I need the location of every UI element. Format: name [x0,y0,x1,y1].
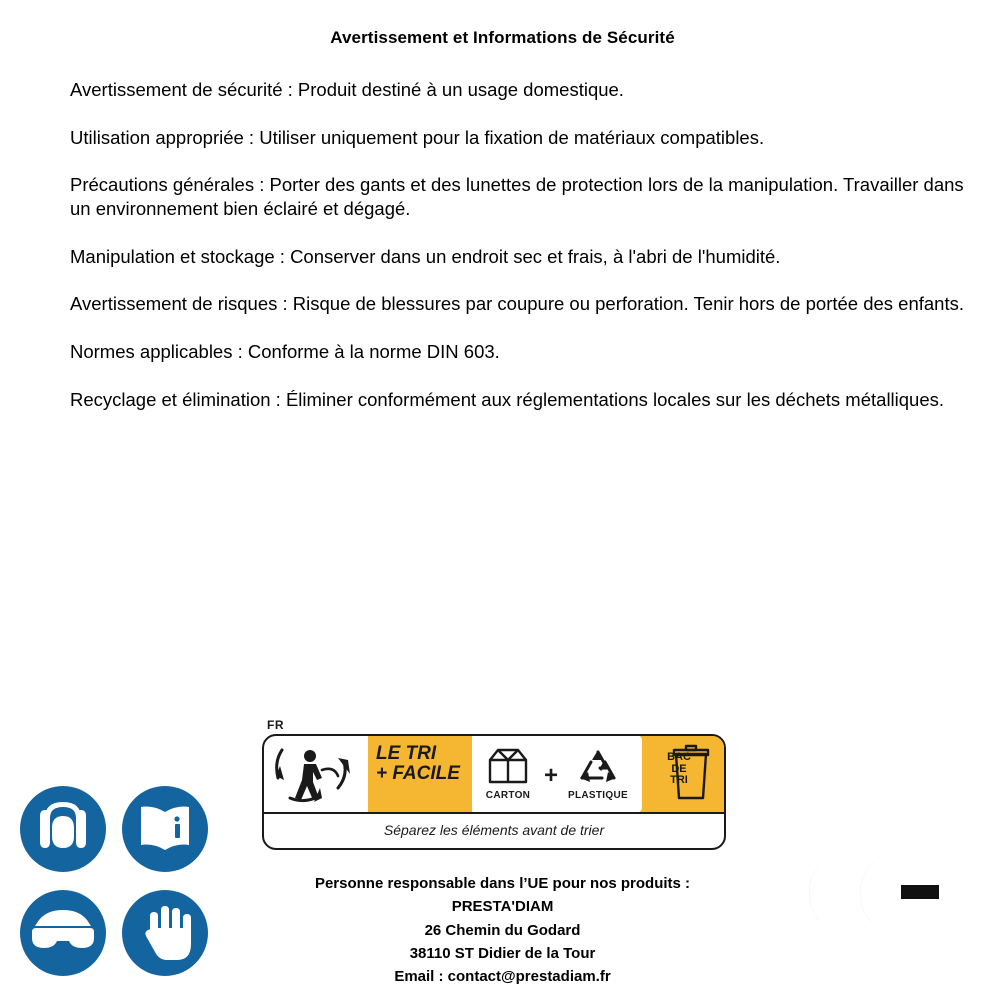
carton-box-icon [480,744,536,788]
banner-headline-line1: LE TRI [376,743,437,764]
read-instructions-icon [122,786,208,872]
safety-paragraph: Avertissement de risques : Risque de blessures par coupure ou perforation. Tenir hors de portée des enfants. [70,293,964,315]
banner-headline [376,744,468,784]
safety-paragraph: Recyclage et élimination : Éliminer conformément aux réglementations locales sur les déchets métalliques. [70,388,945,410]
address-line-1-bold: UE [527,875,549,892]
safety-paragraph: Utilisation appropriée : Utiliser uniquement pour la fixation de matériaux compatibles. [70,126,765,148]
street-address: 26 Chemin du Godard [424,921,581,939]
contact-email: Email : contact@prestadiam.fr [394,968,611,985]
bin-label-line3: TRI [670,774,688,787]
safety-text-block [70,78,975,435]
plastic-recycling-icon [570,744,626,788]
banner-language-tag: FR [267,718,284,732]
city-address: 38110 ST Didier de la Tour [409,944,596,962]
bin-label-line2: DE [671,762,687,775]
page-title: Avertissement et Informations de Sécurité [330,28,675,47]
safety-paragraph: Normes applicables : Conforme à la norme DIN 603. [70,341,500,363]
company-name: PRESTA'DIAM [451,898,554,916]
triman-icon [270,740,366,810]
address-line-1-suffix: pour nos produits : [548,875,691,892]
banner-footer-text: Séparez les éléments avant de trier [383,822,605,838]
safety-paragraph: Précautions générales : Porter des gants et des lunettes de protection lors de la manipulation. Travailler dans un environnement bien éclairé et dégagé. [70,174,964,220]
recycling-banner [262,718,724,848]
bin-label-line1: BAC [667,751,691,763]
banner-headline-line2: + FACILE [376,762,460,784]
safety-paragraph: Manipulation et stockage : Conserver dans un endroit sec et frais, à l'abri de l'humidité. [70,245,781,267]
plastic-label: PLASTIQUE [568,790,628,801]
carton-label: CARTON [485,790,531,801]
ce-marking-icon [800,838,950,948]
bin-label [656,752,702,787]
safety-paragraph: Avertissement de sécurité : Produit destiné à un usage domestique. [70,79,624,100]
address-line-1-prefix: Personne responsable dans l’ [314,875,528,892]
plus-sign: + [544,762,559,789]
ear-protection-icon [20,786,106,872]
